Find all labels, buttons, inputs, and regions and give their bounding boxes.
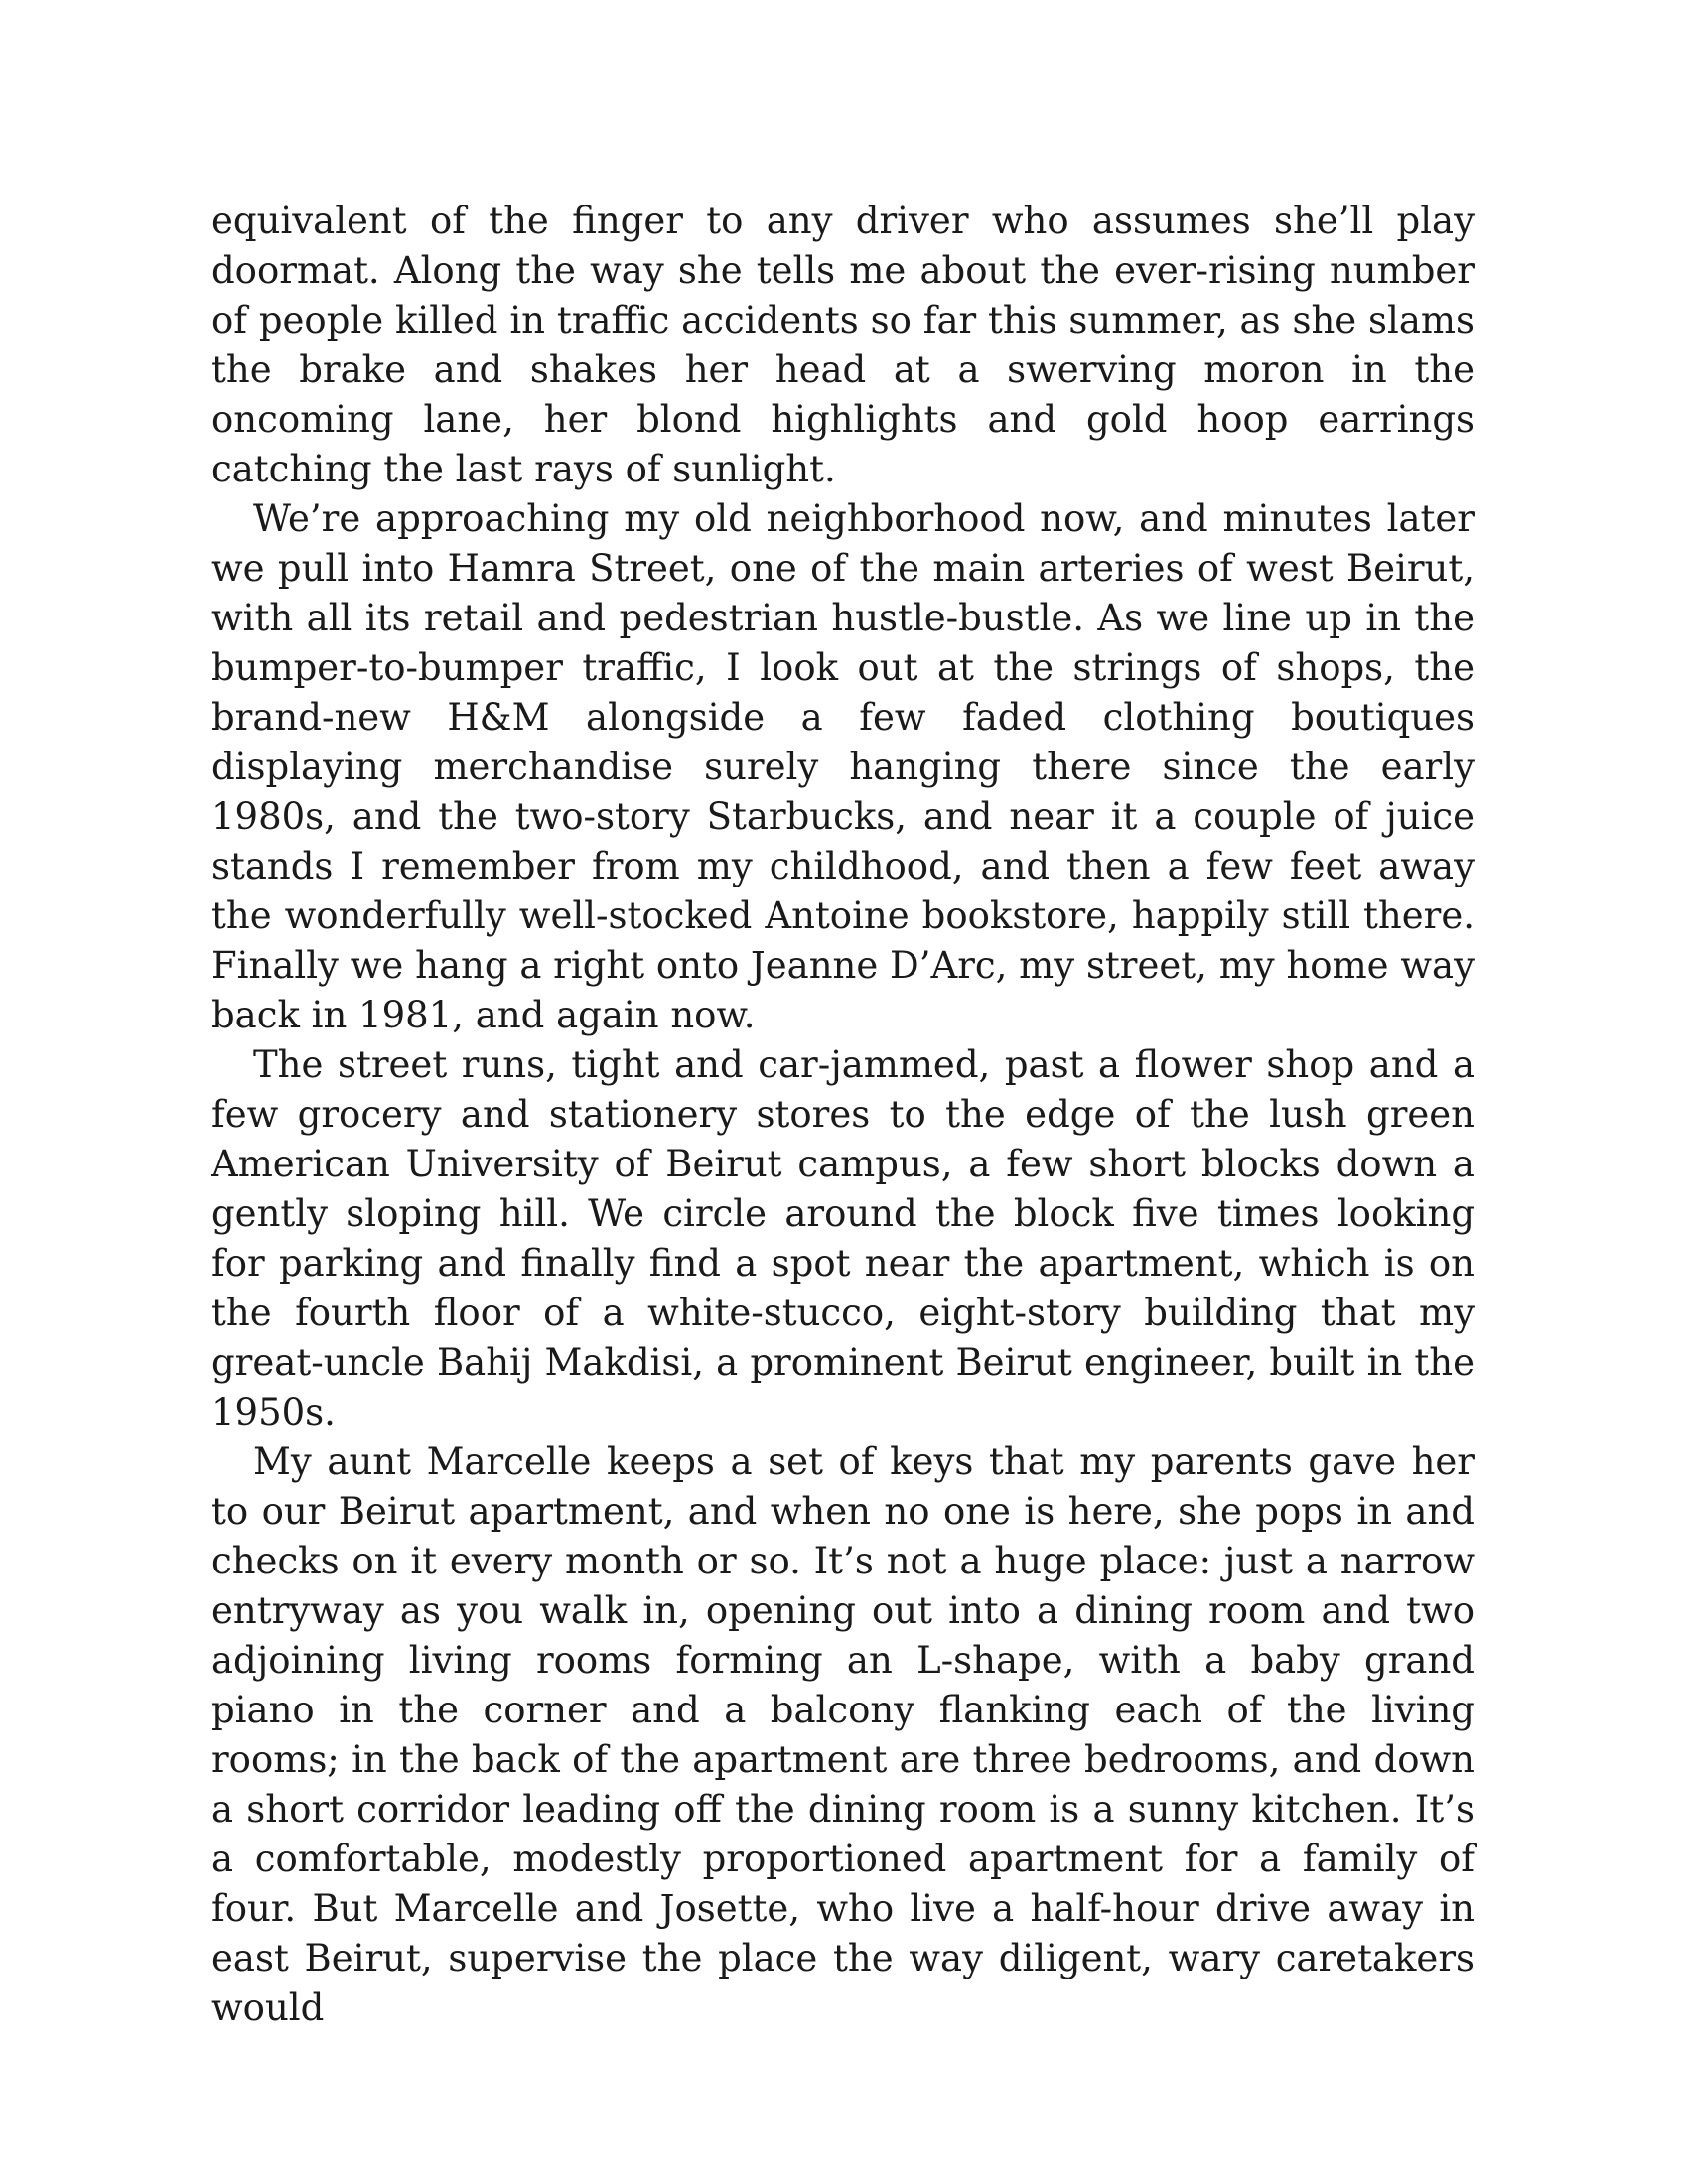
paragraph-2: We’re approaching my old neighborhood now, and minutes later we pull into Hamra Street, one of the main arteries of west Beirut, with all its retail and pedestrian hustle-bustle. As we line up in the bumper-to-bumper traffic, I look out at the strings of shops, the brand-new H&M alongside a few faded clothing boutiques displaying merchandise surely hanging there since the early 1980s, and the two-story Starbucks, and near it a couple of juice stands I remember from my childhood, and then a few feet away the wonderfully well-stocked Antoine bookstore, happily still there. Finally we hang a right onto Jeanne D’Arc, my street, my home way back in 1981, and again now. bbox=[211, 497, 1475, 1036]
paragraph-1: equivalent of the finger to any driver who assumes she’ll play doormat. Along the way she tells me about the ever-rising number of people killed in traffic accidents so far this summer, as she slams the brake and shakes her head at a swerving moron in the oncoming lane, her blond highlights and gold hoop earrings catching the last rays of sunlight. bbox=[211, 200, 1475, 490]
page-body bbox=[211, 197, 1475, 2033]
paragraph-4: My aunt Marcelle keeps a set of keys that my parents gave her to our Beirut apartment, and when no one is here, she pops in and checks on it every month or so. It’s not a huge place: just a narrow entryway as you walk in, opening out into a dining room and two adjoining living rooms forming an L-shape, with a baby grand piano in the corner and a balcony flanking each of the living rooms; in the back of the apartment are three bedrooms, and down a short corridor leading off the dining room is a sunny kitchen. It’s a comfortable, modestly proportioned apartment for a family of four. But Marcelle and Josette, who live a half-hour drive away in east Beirut, supervise the place the way diligent, wary caretakers would bbox=[211, 1440, 1475, 2029]
paragraph-3: The street runs, tight and car-jammed, past a flower shop and a few grocery and stationery stores to the edge of the lush green American University of Beirut campus, a few short blocks down a gently sloping hill. We circle around the block five times looking for parking and finally find a spot near the apartment, which is on the fourth floor of a white-stucco, eight-story building that my great-uncle Bahij Makdisi, a prominent Beirut engineer, built in the 1950s. bbox=[211, 1043, 1475, 1433]
